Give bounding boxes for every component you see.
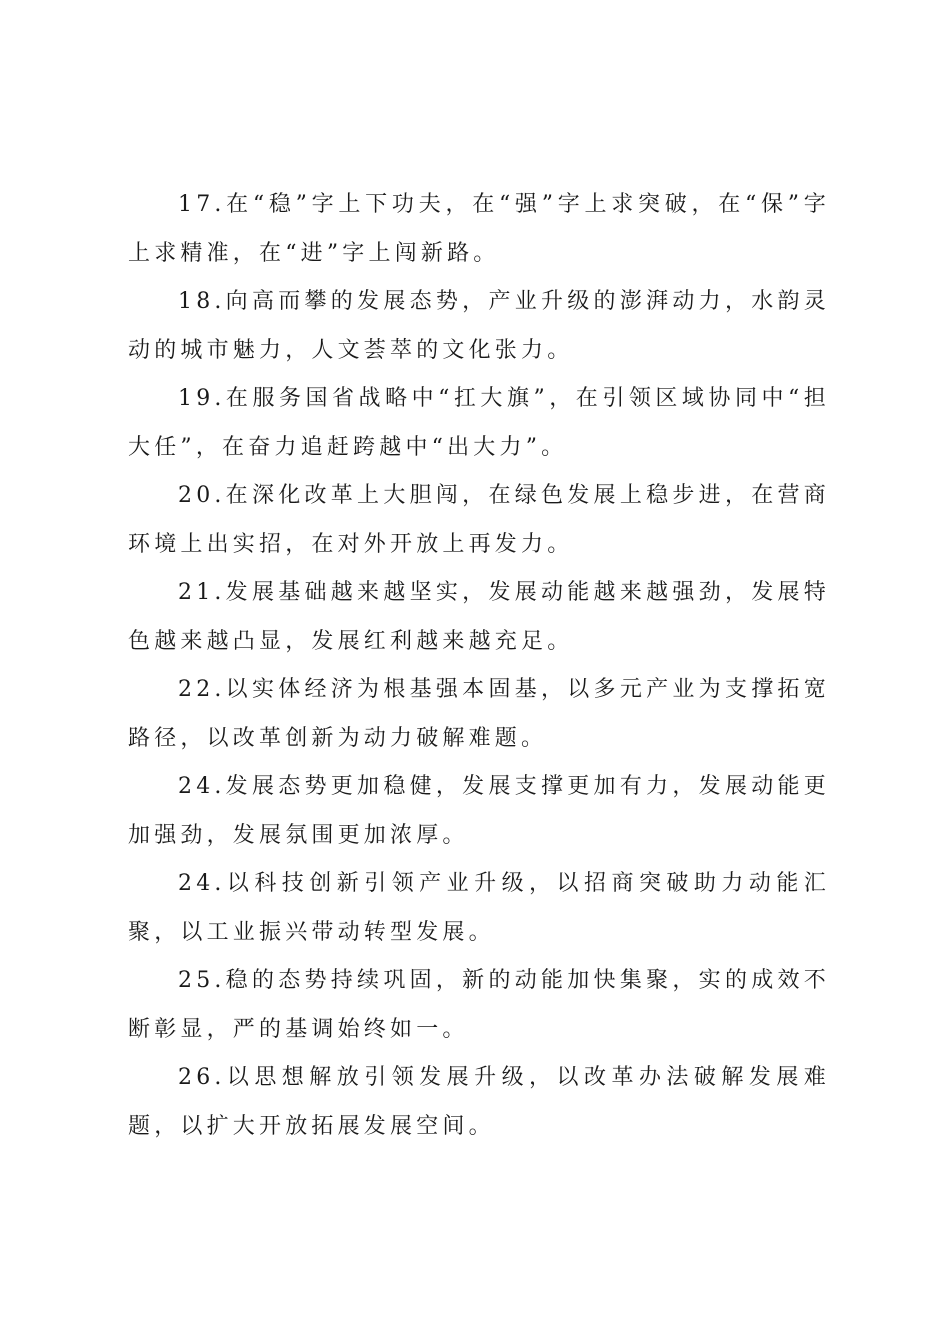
paragraph-24a: 24.发展态势更加稳健，发展支撑更加有力，发展动能更加强劲，发展氛围更加浓厚。 [128,774,830,848]
paragraph-20: 20.在深化改革上大胆闯，在绿色发展上稳步进，在营商环境上出实招，在对外开放上再发力。 [128,483,830,557]
paragraph-19: 19.在服务国省战略中“扛大旗”，在引领区域协同中“担大任”，在奋力追赶跨越中“出大力”。 [128,386,830,460]
document-body [128,181,830,1151]
paragraph-18: 18.向高而攀的发展态势，产业升级的澎湃动力，水韵灵动的城市魅力，人文荟萃的文化张力。 [128,289,830,363]
paragraph-22: 22.以实体经济为根基强本固基，以多元产业为支撑拓宽路径，以改革创新为动力破解难题。 [128,677,830,751]
paragraph-21: 21.发展基础越来越坚实，发展动能越来越强劲，发展特色越来越凸显，发展红利越来越充足。 [128,580,830,654]
paragraph-25: 25.稳的态势持续巩固，新的动能加快集聚，实的成效不断彰显，严的基调始终如一。 [128,968,830,1042]
paragraph-26: 26.以思想解放引领发展升级，以改革办法破解发展难题，以扩大开放拓展发展空间。 [128,1065,830,1139]
paragraph-17: 17.在“稳”字上下功夫，在“强”字上求突破，在“保”字上求精准，在“进”字上闯新路。 [128,192,830,266]
paragraph-24b: 24.以科技创新引领产业升级，以招商突破助力动能汇聚，以工业振兴带动转型发展。 [128,871,830,945]
